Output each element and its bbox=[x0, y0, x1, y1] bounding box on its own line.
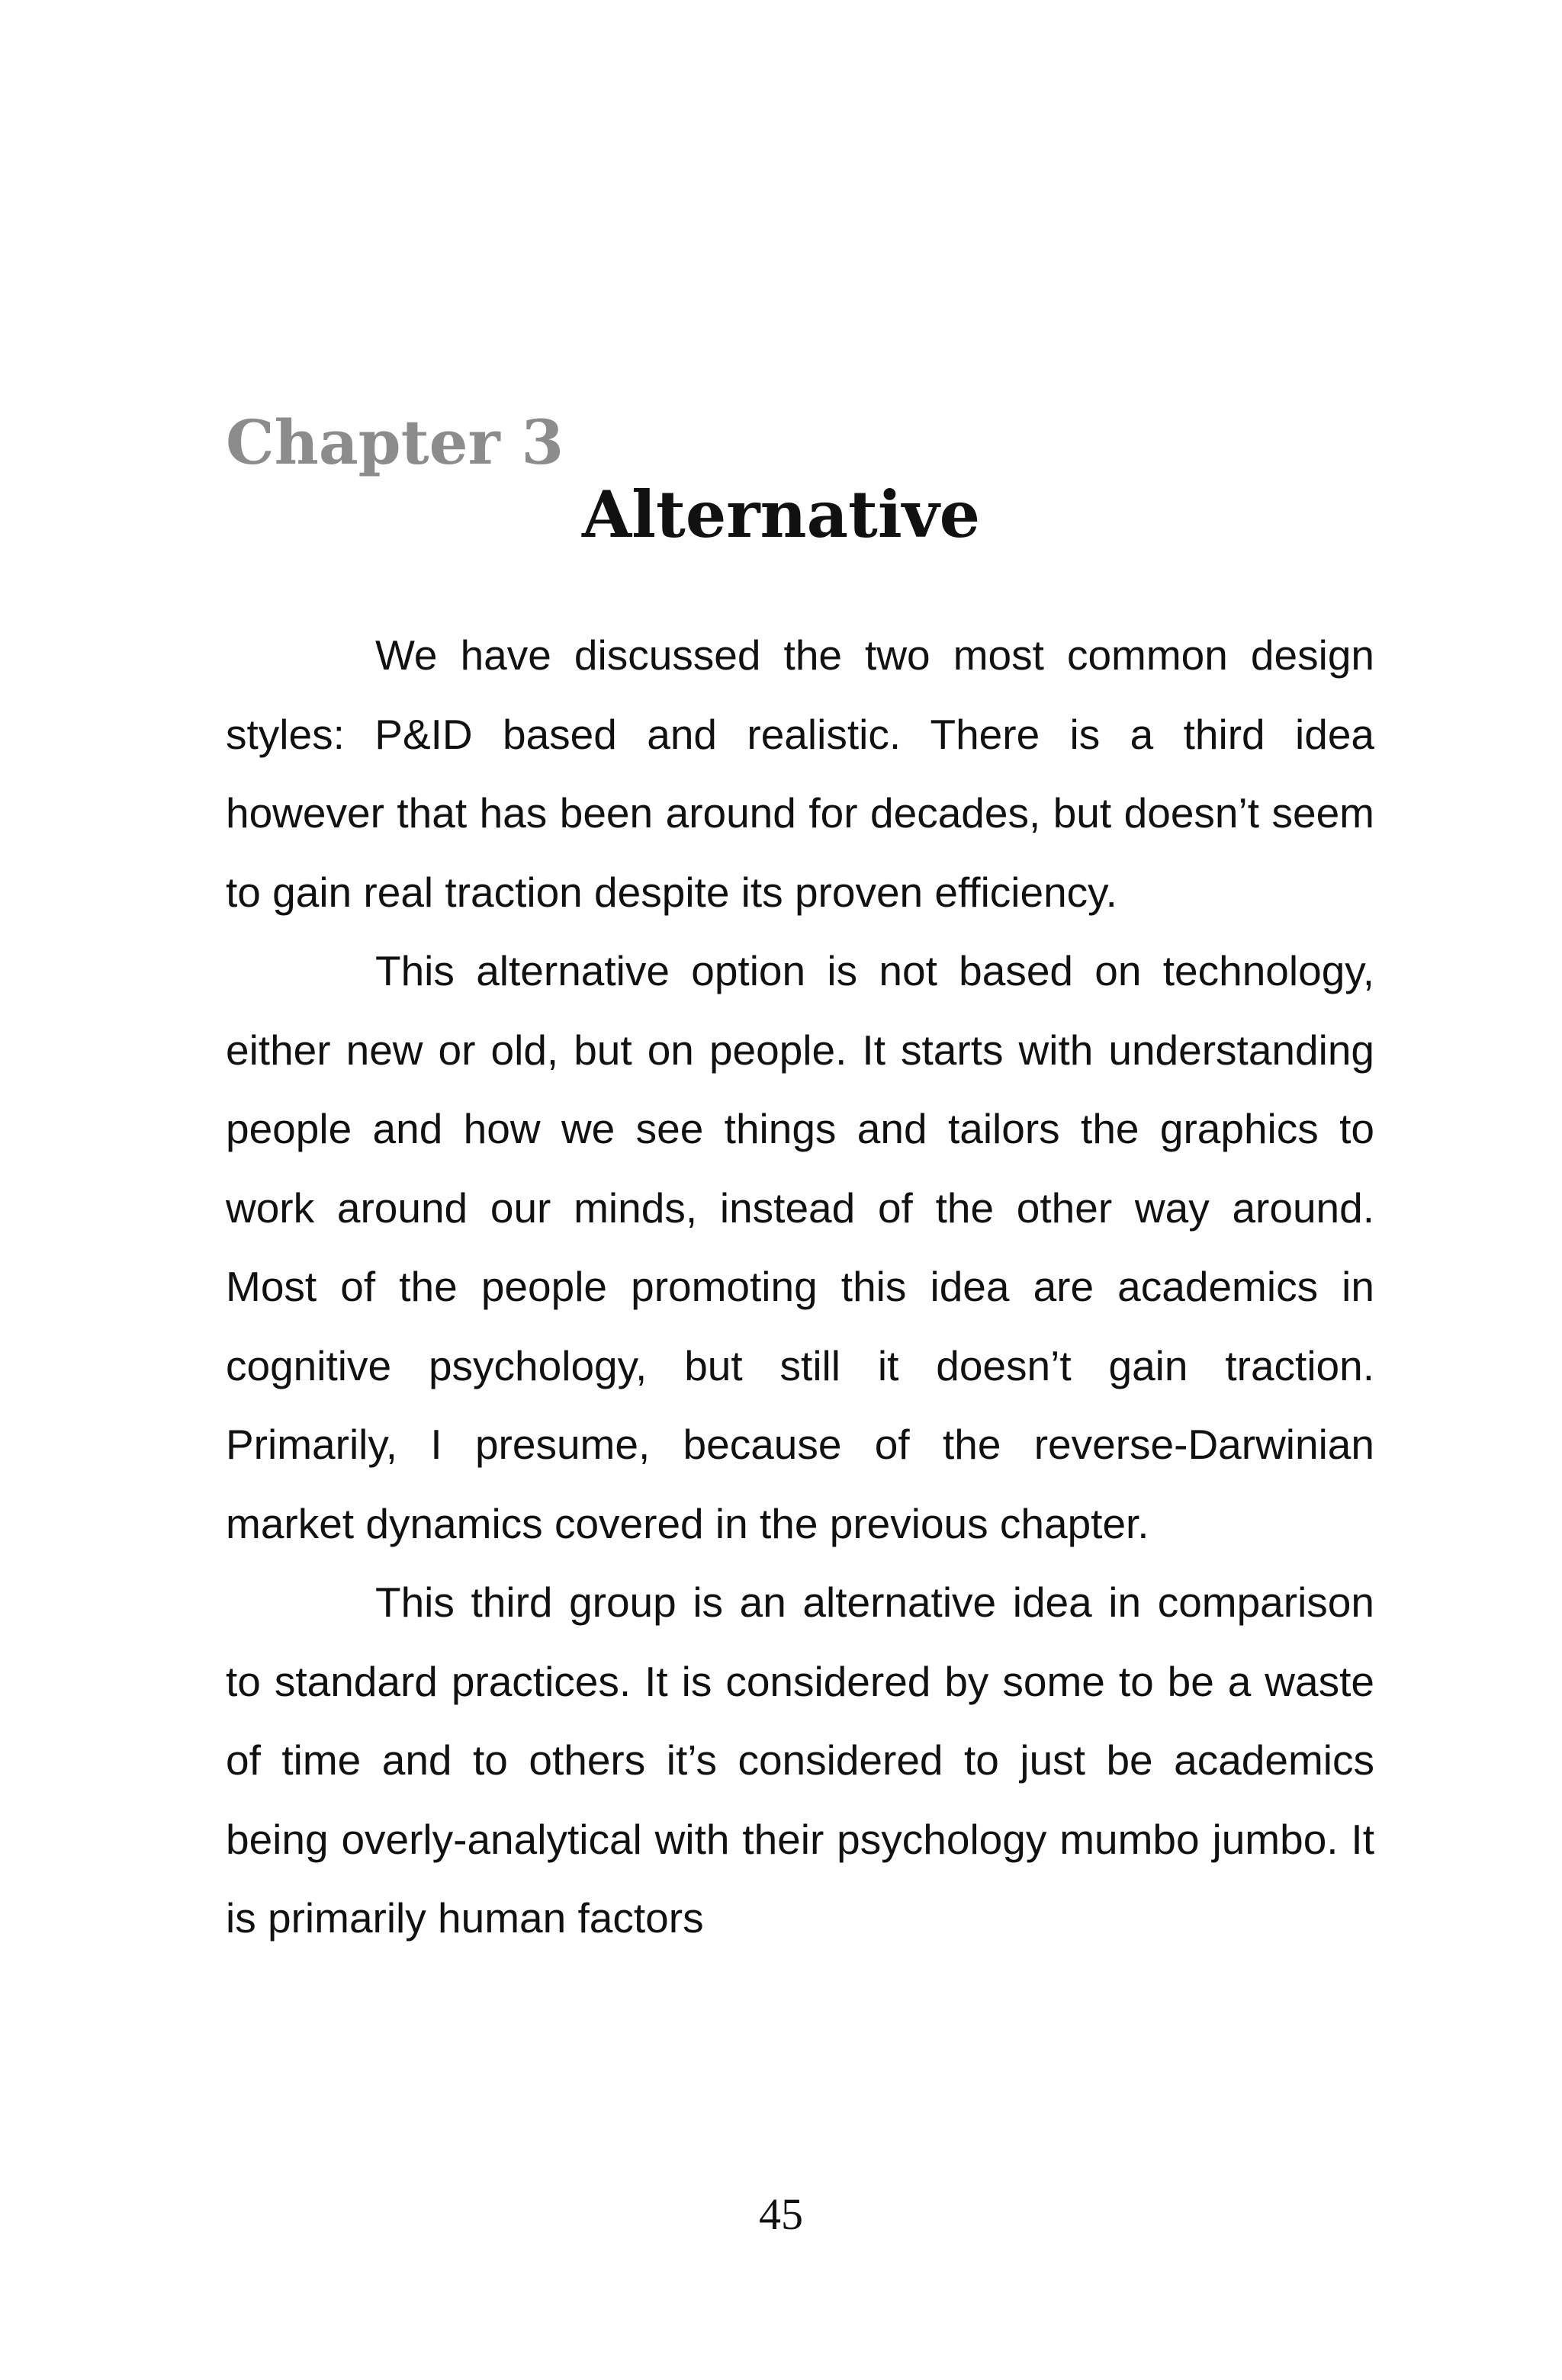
paragraph-3: This third group is an alternative idea in comparison to standard practices. It is considered by some to be a waste of time and to others it’s considered to just be academics being overly-analytical with their psychology mumbo jumbo. It is primarily human factors bbox=[226, 1579, 1374, 1942]
paragraph-1: We have discussed the two most common design styles: P&ID based and realistic. There is a third idea however that has been around for decades, but doesn’t seem to gain real traction despite its proven efficiency. bbox=[226, 631, 1374, 916]
chapter-label: Chapter 3 bbox=[226, 406, 564, 478]
body-text bbox=[226, 616, 1374, 1958]
paragraph-2: This alternative option is not based on technology, either new or old, but on people. It starts with understanding people and how we see things and tailors the graphics to work around our minds, instead of the other way around. Most of the people promoting this idea are academics in cognitive psychology, but still it doesn’t gain traction. Primarily, I presume, because of the reverse-Darwinian market dynamics covered in the previous chapter. bbox=[226, 947, 1374, 1547]
page-number: 45 bbox=[759, 2189, 803, 2239]
chapter-title: Alternative bbox=[581, 477, 981, 552]
